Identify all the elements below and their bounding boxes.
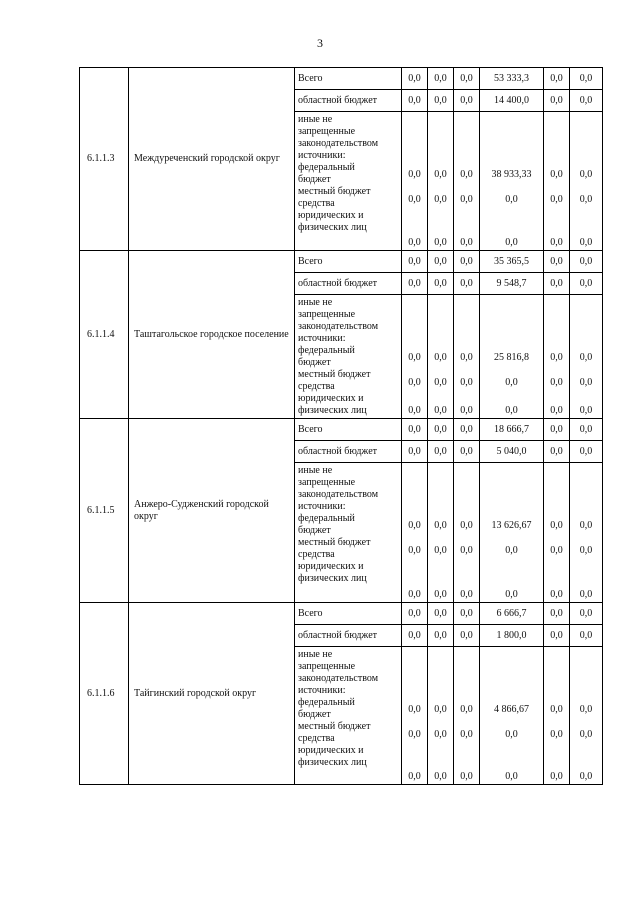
cell-total: 6 666,7 [480, 603, 544, 625]
cell-total: 0,0 [544, 603, 570, 625]
cell-federal: 0,0 [550, 169, 563, 180]
cell-federal: 0,0 [460, 704, 473, 715]
cell-total: 0,0 [428, 251, 454, 273]
cell-legal: 0,0 [460, 771, 473, 782]
cell-total: 35 365,5 [480, 251, 544, 273]
cell-local: 0,0 [505, 377, 518, 388]
cell-federal: 0,0 [408, 352, 421, 363]
cell-legal: 0,0 [408, 589, 421, 600]
source-line: бюджет [298, 357, 331, 368]
cell-local: 0,0 [408, 377, 421, 388]
row-code: 6.1.1.6 [80, 603, 129, 785]
cell-regional: 0,0 [544, 90, 570, 112]
cell-other-sources [480, 295, 544, 419]
cell-total: 0,0 [428, 419, 454, 441]
cell-other-sources [454, 647, 480, 785]
cell-total: 0,0 [570, 603, 603, 625]
cell-local: 0,0 [579, 377, 593, 388]
cell-federal: 0,0 [550, 704, 563, 715]
source-line: физических лиц [298, 222, 367, 233]
source-line: законодательством [298, 138, 379, 149]
cell-regional: 0,0 [454, 441, 480, 463]
cell-total: 0,0 [544, 251, 570, 273]
source-line: средства [298, 733, 335, 744]
source-line: физических лиц [298, 405, 367, 416]
cell-regional: 14 400,0 [480, 90, 544, 112]
cell-legal: 0,0 [434, 405, 447, 416]
row-code: 6.1.1.4 [80, 251, 129, 419]
cell-federal: 0,0 [460, 352, 473, 363]
source-line: источники: [298, 333, 346, 344]
cell-regional: 0,0 [428, 90, 454, 112]
cell-legal: 0,0 [460, 405, 473, 416]
cell-regional: 1 800,0 [480, 625, 544, 647]
cell-total: 0,0 [454, 419, 480, 441]
cell-total: 0,0 [570, 419, 603, 441]
source-line: средства [298, 381, 335, 392]
source-regional-label: областной бюджет [295, 90, 402, 112]
table-row [80, 419, 603, 441]
cell-other-sources [428, 295, 454, 419]
row-code: 6.1.1.3 [80, 68, 129, 251]
source-total-label: Всего [295, 603, 402, 625]
table-row [80, 251, 603, 273]
source-line: местный бюджет [298, 537, 371, 548]
cell-legal: 0,0 [579, 405, 593, 416]
cell-regional: 0,0 [454, 273, 480, 295]
cell-other-sources [428, 463, 454, 603]
cell-local: 0,0 [550, 194, 563, 205]
cell-local: 0,0 [408, 545, 421, 556]
cell-other-sources [570, 463, 603, 603]
source-line: федеральный [298, 345, 355, 356]
page-number: 3 [317, 36, 323, 50]
source-line: физических лиц [298, 573, 367, 584]
source-line: законодательством [298, 321, 379, 332]
source-line: запрещенные [298, 477, 356, 488]
cell-other-sources [428, 112, 454, 251]
cell-other-sources [480, 647, 544, 785]
cell-regional: 0,0 [570, 90, 603, 112]
cell-total: 0,0 [402, 68, 428, 90]
cell-legal: 0,0 [579, 771, 593, 782]
cell-local: 0,0 [460, 377, 473, 388]
cell-total: 0,0 [570, 251, 603, 273]
cell-local: 0,0 [550, 729, 563, 740]
source-regional-label: областной бюджет [295, 273, 402, 295]
cell-regional: 0,0 [570, 273, 603, 295]
cell-legal: 0,0 [434, 237, 447, 248]
cell-other-sources [570, 647, 603, 785]
cell-other-sources [402, 647, 428, 785]
cell-federal: 0,0 [550, 520, 563, 531]
cell-total: 53 333,3 [480, 68, 544, 90]
cell-local: 0,0 [550, 545, 563, 556]
cell-total: 0,0 [454, 68, 480, 90]
cell-regional: 0,0 [454, 90, 480, 112]
cell-federal: 13 626,67 [491, 520, 532, 531]
cell-other-sources [570, 295, 603, 419]
cell-local: 0,0 [408, 194, 421, 205]
row-code: 6.1.1.5 [80, 419, 129, 603]
source-line: юридических и [298, 393, 364, 404]
cell-federal: 0,0 [434, 704, 447, 715]
cell-legal: 0,0 [408, 771, 421, 782]
cell-local: 0,0 [505, 545, 518, 556]
cell-total: 0,0 [454, 251, 480, 273]
cell-other-sources [402, 463, 428, 603]
source-total-label: Всего [295, 419, 402, 441]
municipality-name: Тайгинский городской округ [129, 603, 295, 785]
cell-regional: 0,0 [544, 273, 570, 295]
source-line: запрещенные [298, 661, 356, 672]
source-line: бюджет [298, 174, 331, 185]
source-line: иные не [298, 297, 333, 308]
source-other-label [295, 112, 402, 251]
cell-other-sources [428, 647, 454, 785]
source-line: запрещенные [298, 309, 356, 320]
cell-total: 0,0 [544, 68, 570, 90]
cell-local: 0,0 [505, 194, 518, 205]
source-line: источники: [298, 150, 346, 161]
cell-other-sources [454, 112, 480, 251]
cell-federal: 0,0 [579, 520, 593, 531]
cell-regional: 5 040,0 [480, 441, 544, 463]
cell-local: 0,0 [460, 194, 473, 205]
cell-local: 0,0 [460, 545, 473, 556]
cell-legal: 0,0 [460, 589, 473, 600]
cell-legal: 0,0 [434, 771, 447, 782]
cell-federal: 0,0 [434, 169, 447, 180]
cell-legal: 0,0 [550, 237, 563, 248]
cell-federal: 0,0 [408, 169, 421, 180]
cell-regional: 0,0 [402, 441, 428, 463]
cell-local: 0,0 [408, 729, 421, 740]
cell-federal: 0,0 [434, 520, 447, 531]
budget-table [79, 67, 603, 785]
cell-total: 0,0 [428, 68, 454, 90]
cell-total: 0,0 [428, 603, 454, 625]
cell-legal: 0,0 [408, 405, 421, 416]
cell-local: 0,0 [579, 729, 593, 740]
cell-regional: 0,0 [428, 625, 454, 647]
cell-federal: 25 816,8 [494, 352, 529, 363]
cell-legal: 0,0 [550, 771, 563, 782]
cell-regional: 0,0 [544, 441, 570, 463]
cell-legal: 0,0 [434, 589, 447, 600]
source-other-label [295, 295, 402, 419]
cell-regional: 0,0 [570, 625, 603, 647]
cell-other-sources [454, 463, 480, 603]
cell-local: 0,0 [434, 545, 447, 556]
cell-local: 0,0 [505, 729, 518, 740]
cell-total: 0,0 [402, 251, 428, 273]
source-line: бюджет [298, 525, 331, 536]
cell-federal: 0,0 [579, 169, 593, 180]
cell-total: 0,0 [544, 419, 570, 441]
source-line: юридических и [298, 745, 364, 756]
source-line: иные не [298, 114, 333, 125]
cell-federal: 0,0 [550, 352, 563, 363]
cell-other-sources [402, 112, 428, 251]
cell-regional: 0,0 [544, 625, 570, 647]
cell-regional: 0,0 [428, 441, 454, 463]
source-line: физических лиц [298, 757, 367, 768]
cell-federal: 0,0 [408, 520, 421, 531]
source-total-label: Всего [295, 251, 402, 273]
source-regional-label: областной бюджет [295, 441, 402, 463]
cell-federal: 4 866,67 [494, 704, 529, 715]
source-line: федеральный [298, 697, 355, 708]
source-line: юридических и [298, 210, 364, 221]
cell-regional: 0,0 [402, 273, 428, 295]
source-line: местный бюджет [298, 369, 371, 380]
cell-federal: 0,0 [579, 704, 593, 715]
cell-local: 0,0 [434, 729, 447, 740]
cell-local: 0,0 [434, 377, 447, 388]
source-other-label [295, 463, 402, 603]
source-line: законодательством [298, 673, 379, 684]
cell-regional: 9 548,7 [480, 273, 544, 295]
cell-other-sources [544, 463, 570, 603]
cell-federal: 0,0 [434, 352, 447, 363]
source-line: иные не [298, 649, 333, 660]
cell-total: 18 666,7 [480, 419, 544, 441]
cell-legal: 0,0 [579, 237, 593, 248]
source-line: федеральный [298, 513, 355, 524]
source-line: источники: [298, 501, 346, 512]
source-line: местный бюджет [298, 186, 371, 197]
cell-legal: 0,0 [408, 237, 421, 248]
cell-federal: 0,0 [460, 520, 473, 531]
source-line: средства [298, 198, 335, 209]
cell-other-sources [544, 647, 570, 785]
cell-federal: 0,0 [460, 169, 473, 180]
cell-local: 0,0 [550, 377, 563, 388]
cell-legal: 0,0 [505, 237, 518, 248]
source-line: юридических и [298, 561, 364, 572]
cell-federal: 0,0 [408, 704, 421, 715]
cell-other-sources [402, 295, 428, 419]
cell-legal: 0,0 [550, 405, 563, 416]
cell-other-sources [544, 295, 570, 419]
cell-local: 0,0 [460, 729, 473, 740]
source-line: источники: [298, 685, 346, 696]
cell-other-sources [544, 112, 570, 251]
cell-legal: 0,0 [505, 405, 518, 416]
municipality-name: Анжеро-Судженский городской округ [129, 419, 295, 603]
cell-other-sources [454, 295, 480, 419]
cell-total: 0,0 [454, 603, 480, 625]
table-row [80, 603, 603, 625]
cell-total: 0,0 [402, 603, 428, 625]
cell-other-sources [480, 112, 544, 251]
cell-legal: 0,0 [550, 589, 563, 600]
municipality-name: Междуреченский городской округ [129, 68, 295, 251]
cell-regional: 0,0 [428, 273, 454, 295]
municipality-name: Таштагольское городское поселение [129, 251, 295, 419]
cell-federal: 0,0 [579, 352, 593, 363]
cell-regional: 0,0 [454, 625, 480, 647]
source-regional-label: областной бюджет [295, 625, 402, 647]
cell-regional: 0,0 [402, 90, 428, 112]
cell-total: 0,0 [570, 68, 603, 90]
cell-federal: 38 933,33 [491, 169, 532, 180]
cell-legal: 0,0 [460, 237, 473, 248]
source-line: средства [298, 549, 335, 560]
cell-regional: 0,0 [570, 441, 603, 463]
source-total-label: Всего [295, 68, 402, 90]
source-line: федеральный [298, 162, 355, 173]
table-row [80, 68, 603, 90]
cell-other-sources [570, 112, 603, 251]
source-line: бюджет [298, 709, 331, 720]
cell-legal: 0,0 [505, 589, 518, 600]
cell-legal: 0,0 [579, 589, 593, 600]
source-line: иные не [298, 465, 333, 476]
source-line: законодательством [298, 489, 379, 500]
cell-local: 0,0 [434, 194, 447, 205]
cell-local: 0,0 [579, 194, 593, 205]
cell-legal: 0,0 [505, 771, 518, 782]
cell-regional: 0,0 [402, 625, 428, 647]
cell-other-sources [480, 463, 544, 603]
source-line: запрещенные [298, 126, 356, 137]
cell-local: 0,0 [579, 545, 593, 556]
source-other-label [295, 647, 402, 785]
cell-total: 0,0 [402, 419, 428, 441]
source-line: местный бюджет [298, 721, 371, 732]
